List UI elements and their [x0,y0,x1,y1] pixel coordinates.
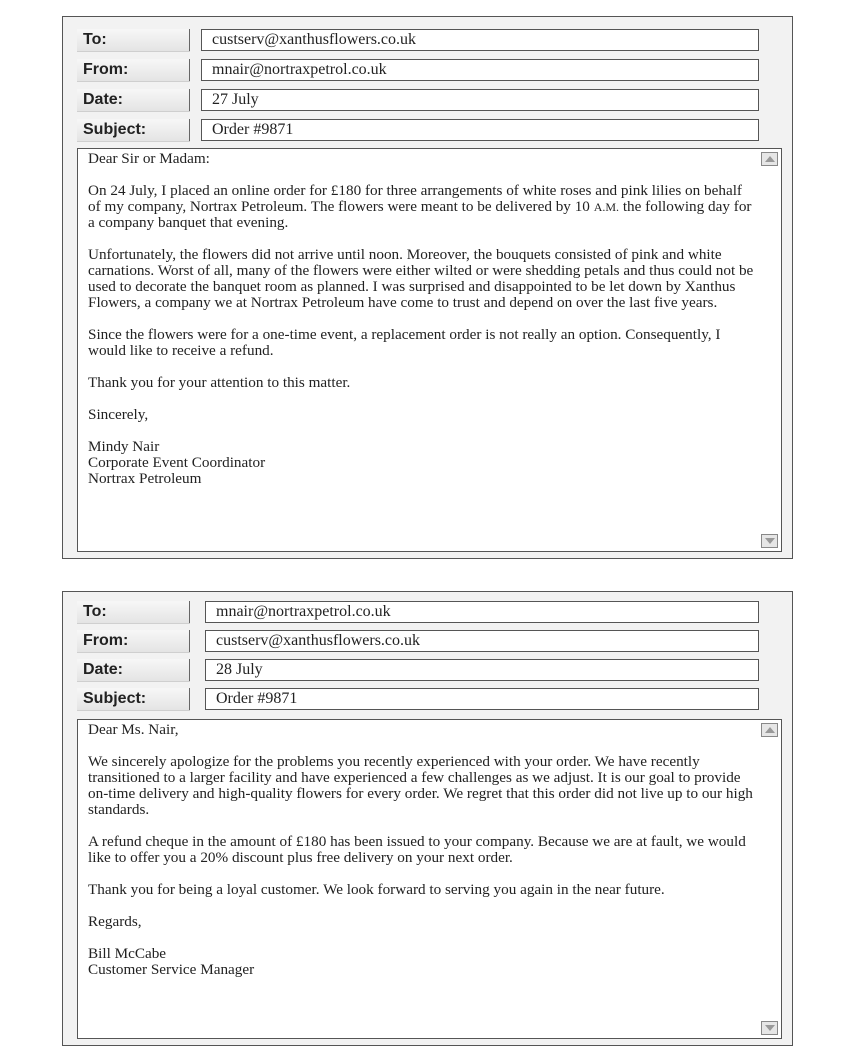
scroll-up-button[interactable] [761,723,778,737]
arrow-up-icon [765,156,775,162]
email-window-2 [62,591,793,1046]
from-row [63,59,792,84]
date-row [63,659,792,684]
scrollbar[interactable] [760,721,780,1037]
scroll-up-button[interactable] [761,152,778,166]
paragraph-2: A refund cheque in the amount of £180 has been issued to your company. Because we are at fault, we would like to offer you a 20% discount plus free delivery on your next order. [88,833,746,866]
scrollbar[interactable] [760,150,780,550]
greeting: Dear Sir or Madam: [88,150,210,167]
signature-company: Nortrax Petroleum [88,470,202,487]
paragraph-3: Thank you for being a loyal customer. We look forward to serving you again in the near future. [88,881,665,898]
to-field[interactable]: mnair@nortraxpetrol.co.uk [205,601,759,623]
date-field[interactable]: 27 July [201,89,759,111]
to-label: To: [77,601,190,623]
date-field[interactable]: 28 July [205,659,759,681]
signature-title: Corporate Event Coordinator [88,454,266,471]
date-label: Date: [77,89,190,111]
signature-title: Customer Service Manager [88,961,255,978]
greeting: Dear Ms. Nair, [88,721,179,738]
subject-row [63,119,792,144]
email-window-1 [62,16,793,559]
to-row [63,601,792,626]
closing: Regards, [88,913,142,930]
signature-name: Bill McCabe [88,945,167,962]
from-row [63,630,792,655]
email-body[interactable] [77,148,782,552]
to-field[interactable]: custserv@xanthusflowers.co.uk [201,29,759,51]
scroll-down-button[interactable] [761,1021,778,1035]
subject-label: Subject: [77,688,190,710]
arrow-up-icon [765,727,775,733]
paragraph-1: On 24 July, I placed an online order for £180 for three arrangements of white roses and pink lilies on behalf of my company, Nortrax Petroleum. The flowers were meant to be delivered by 10 A.M. the following day for a company banquet that evening. [88,182,752,231]
scroll-down-button[interactable] [761,534,778,548]
subject-field[interactable]: Order #9871 [201,119,759,141]
to-label: To: [77,29,190,51]
date-label: Date: [77,659,190,681]
email-body[interactable] [77,719,782,1039]
arrow-down-icon [765,1025,775,1031]
subject-label: Subject: [77,119,190,141]
subject-row [63,688,792,713]
paragraph-1: We sincerely apologize for the problems you recently experienced with your order. We have recently transitioned to a larger facility and have experienced a few challenges as we adjust. It is our goal to provide on-time delivery and high-quality flowers for every order. We regret that this order did not live up to our high standards. [88,753,753,818]
email-body-text [88,151,758,487]
paragraph-2: Unfortunately, the flowers did not arrive until noon. Moreover, the bouquets consisted of pink and white carnations. Worst of all, many of the flowers were either wilted or were shedding petals and thus could not be used to decorate the banquet room as planned. I was surprised and disappointed to be let down by Xanthus Flowers, a company we at Nortrax Petroleum have come to trust and depend on over the last five years. [88,246,754,311]
paragraph-3: Since the flowers were for a one-time event, a replacement order is not really an option. Consequently, I would like to receive a refund. [88,326,721,359]
from-label: From: [77,630,190,652]
signature-name: Mindy Nair [88,438,160,455]
closing: Sincerely, [88,406,149,423]
from-label: From: [77,59,190,81]
from-field[interactable]: mnair@nortraxpetrol.co.uk [201,59,759,81]
arrow-down-icon [765,538,775,544]
paragraph-4: Thank you for your attention to this matter. [88,374,351,391]
subject-field[interactable]: Order #9871 [205,688,759,710]
email-body-text [88,722,758,978]
from-field[interactable]: custserv@xanthusflowers.co.uk [205,630,759,652]
to-row [63,29,792,54]
date-row [63,89,792,114]
